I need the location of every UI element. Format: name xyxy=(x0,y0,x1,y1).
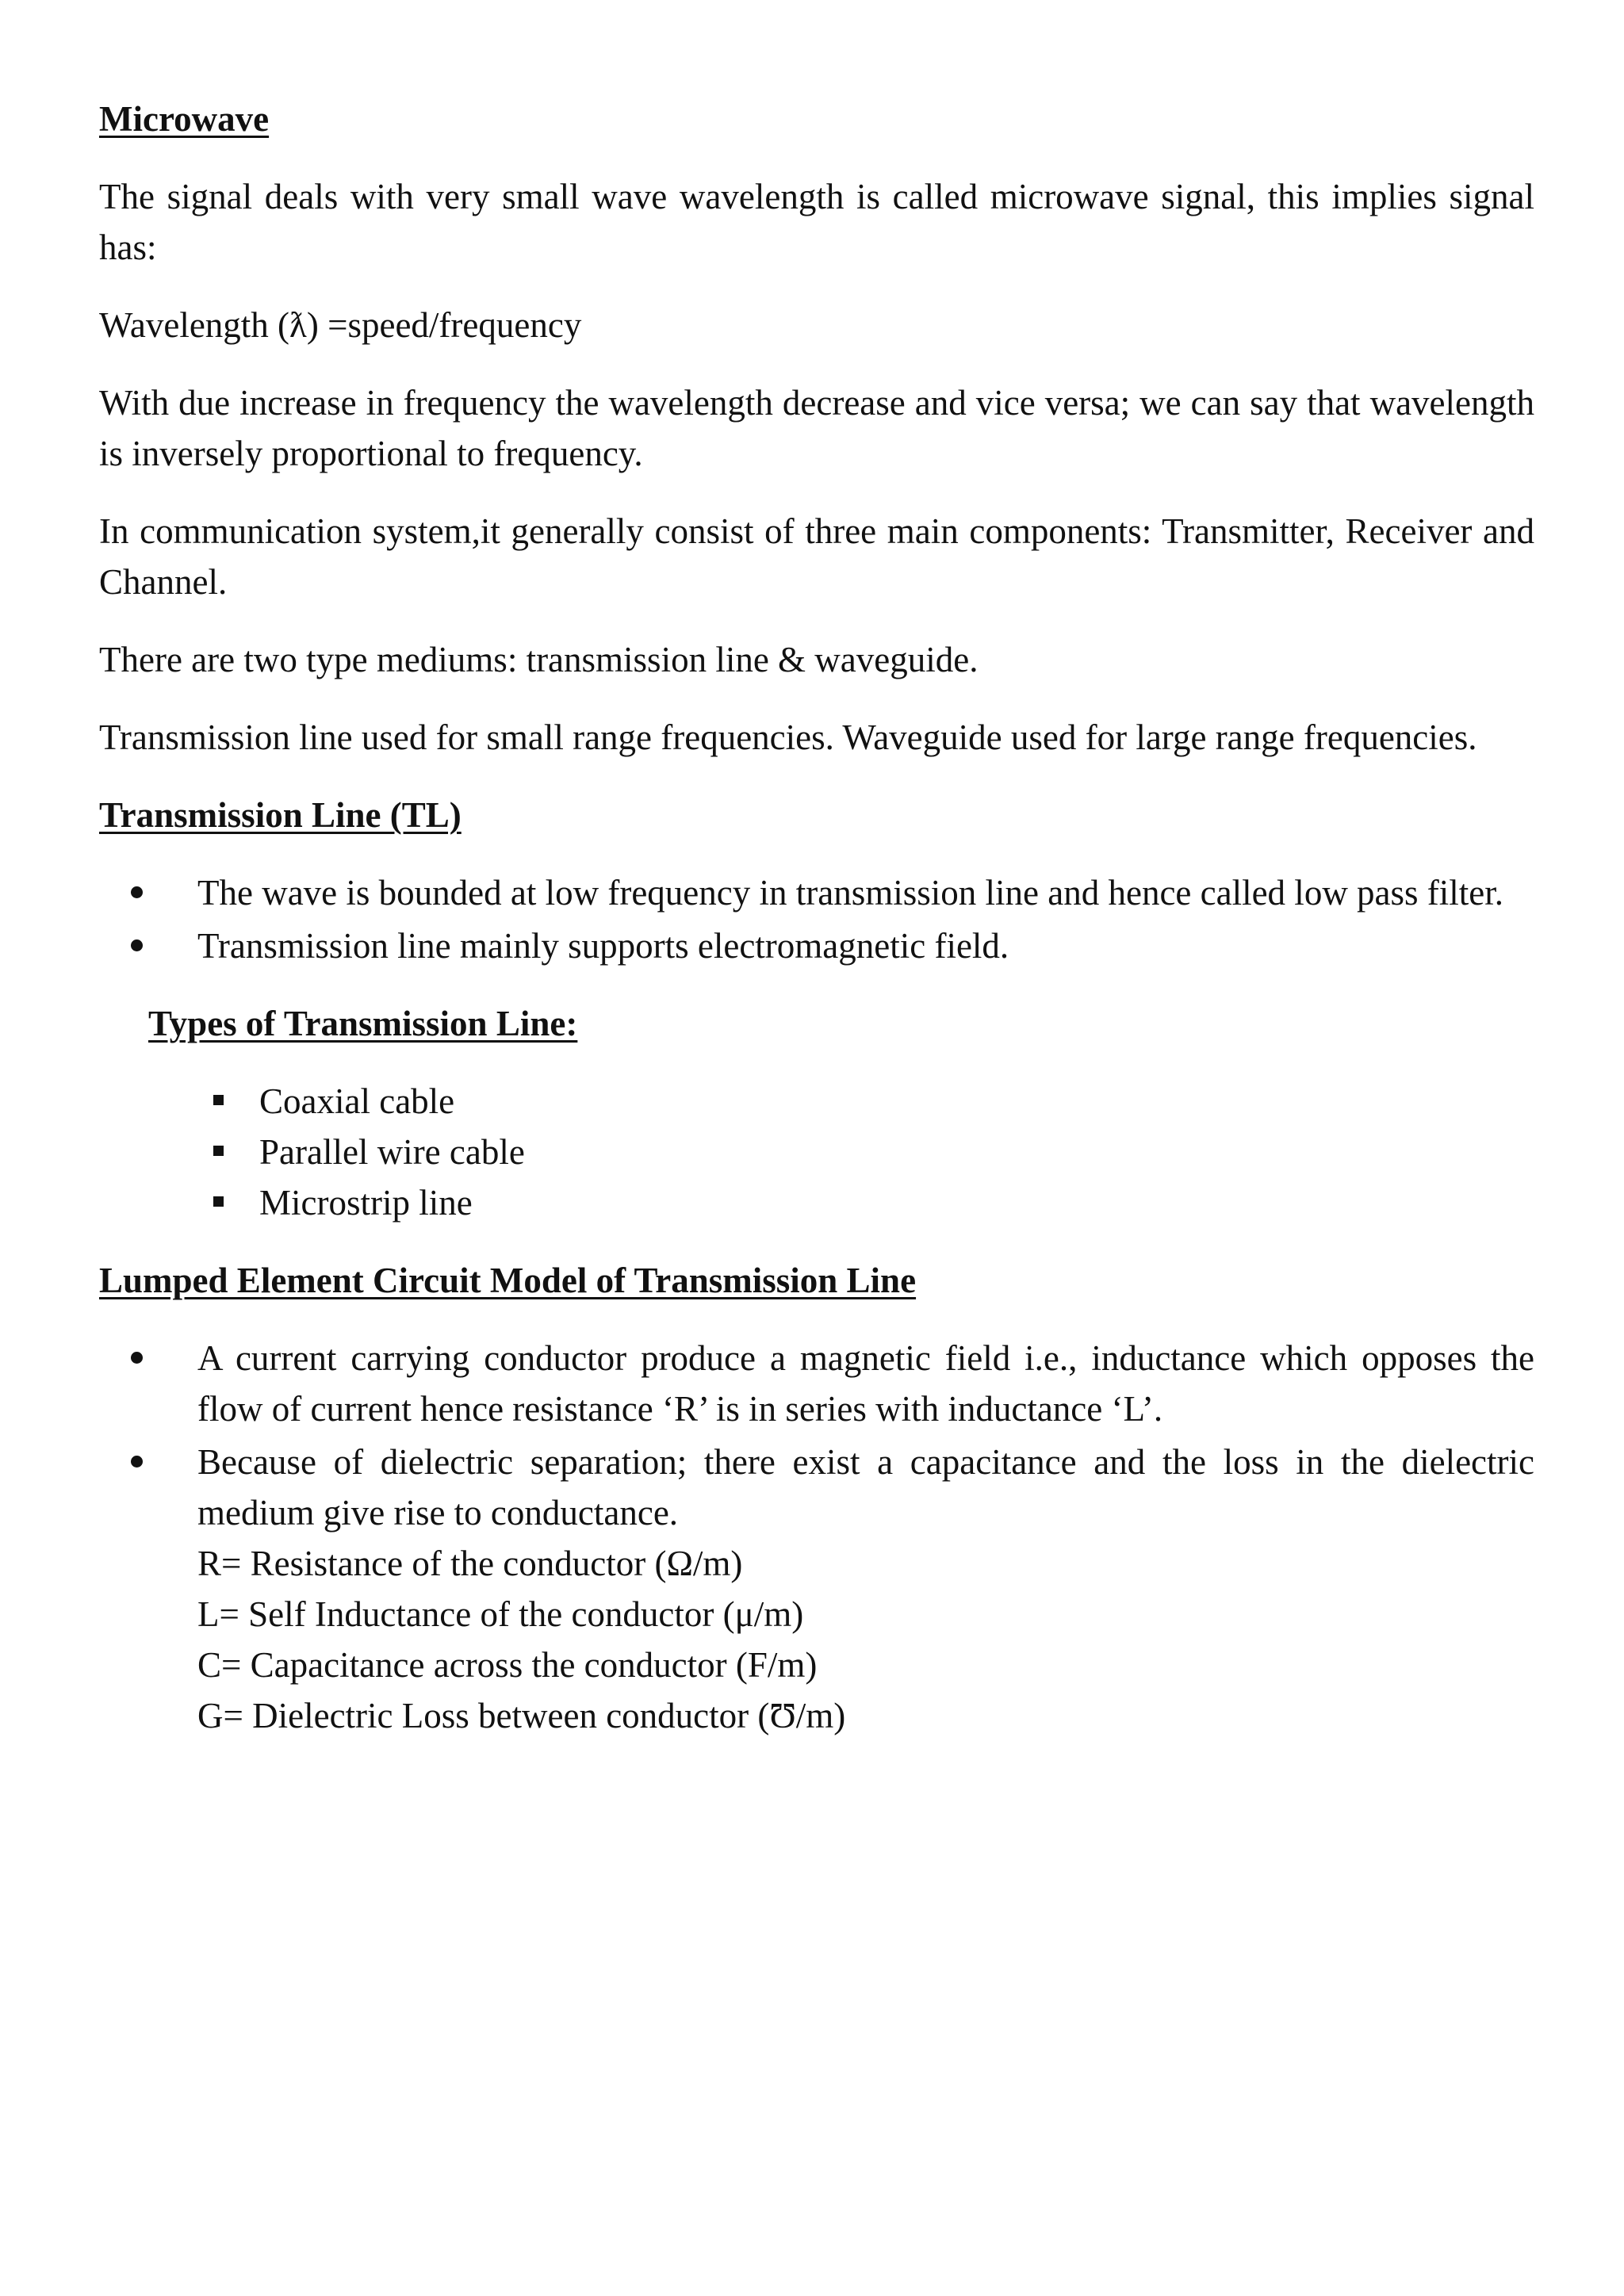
list-item: The wave is bounded at low frequency in transmission line and hence called low pass filter. xyxy=(197,867,1534,918)
list-item: Transmission line mainly supports electromagnetic field. xyxy=(197,920,1534,971)
paragraph-communication-system: In communication system,it generally consist of three main components: Transmitter, Receiver and Channel. xyxy=(99,511,1534,602)
parameter-definitions xyxy=(197,1538,1534,1741)
paragraph-ranges: Transmission line used for small range frequencies. Waveguide used for large range frequencies. xyxy=(99,718,1477,757)
heading-types-of-transmission-line: Types of Transmission Line: xyxy=(148,1004,578,1043)
list-item-text: Because of dielectric separation; there exist a capacitance and the loss in the dielectric medium give rise to conductance. xyxy=(197,1442,1534,1533)
lumped-model-bullets xyxy=(99,1333,1534,1741)
paragraph-microwave-definition: The signal deals with very small wave wavelength is called microwave signal, this implies signal has: xyxy=(99,177,1534,267)
document-page xyxy=(99,94,1534,1768)
paragraph-mediums: There are two type mediums: transmission line & waveguide. xyxy=(99,640,979,679)
paragraph-frequency-relation: With due increase in frequency the wavelength decrease and vice versa; we can say that wavelength is inversely proportional to frequency. xyxy=(99,383,1534,473)
list-item: Coaxial cable xyxy=(259,1076,1534,1127)
definition-capacitance: C= Capacitance across the conductor (F/m) xyxy=(197,1645,818,1685)
transmission-line-bullets xyxy=(99,867,1534,971)
list-item: Microstrip line xyxy=(259,1177,1534,1228)
definition-conductance: G= Dielectric Loss between conductor (Ʊ/m) xyxy=(197,1696,846,1735)
list-item: Parallel wire cable xyxy=(259,1127,1534,1177)
heading-microwave: Microwave xyxy=(99,99,270,139)
definition-inductance: L= Self Inductance of the conductor (μ/m) xyxy=(197,1594,804,1634)
list-item xyxy=(197,1437,1534,1741)
list-item: A current carrying conductor produce a magnetic field i.e., inductance which opposes the flow of current hence resistance ‘R’ is in series with inductance ‘L’. xyxy=(197,1333,1534,1434)
definition-resistance: R= Resistance of the conductor (Ω/m) xyxy=(197,1544,743,1583)
heading-lumped-element-model: Lumped Element Circuit Model of Transmission Line xyxy=(99,1261,917,1300)
transmission-line-types-list xyxy=(99,1076,1534,1228)
heading-transmission-line: Transmission Line (TL) xyxy=(99,795,462,835)
paragraph-wavelength-formula: Wavelength (ƛ) =speed/frequency xyxy=(99,305,582,345)
